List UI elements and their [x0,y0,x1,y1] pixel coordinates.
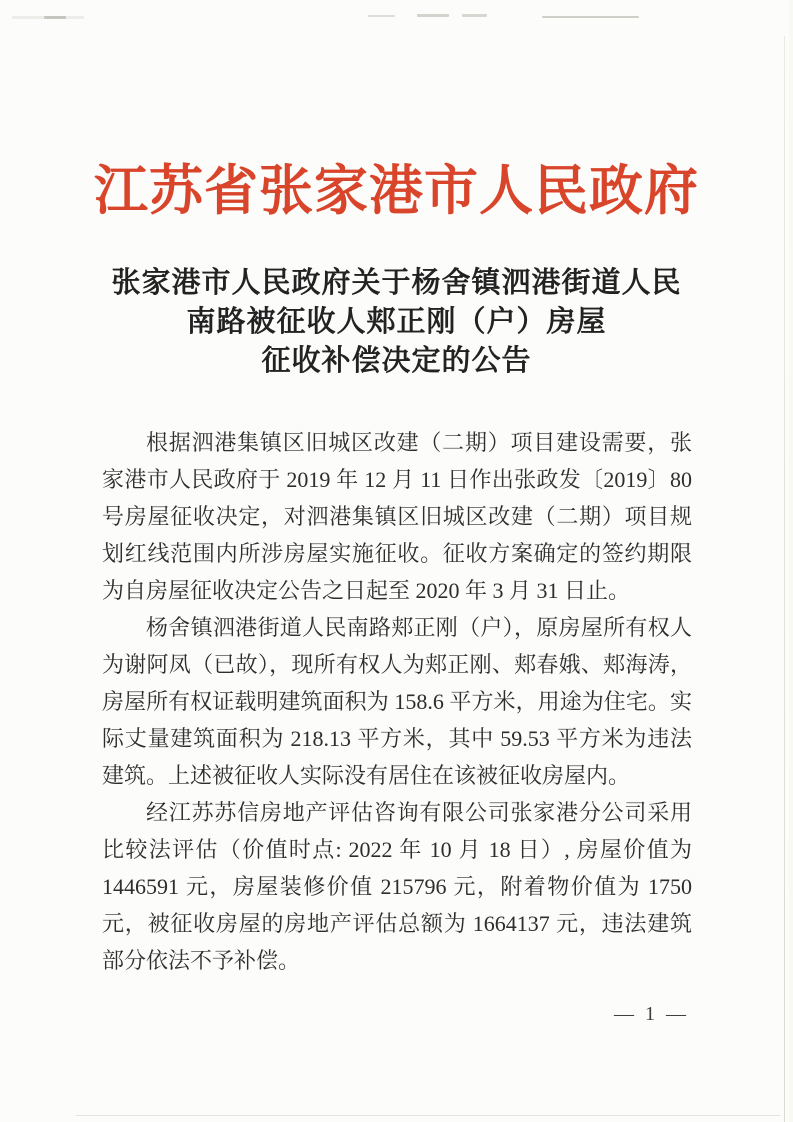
government-letterhead-title: 江苏省张家港市人民政府 [94,161,699,221]
scan-artifact [368,15,395,17]
scan-edge-bottom-line [76,1115,780,1116]
notice-title-line-3: 征收补偿决定的公告 [261,345,532,377]
scan-edge-right-tint [789,0,793,1122]
scan-artifact [542,16,639,18]
scan-artifact [44,16,66,19]
notice-body [102,424,692,979]
notice-title [0,264,793,381]
paragraph-valuation-amounts: 经江苏苏信房地产评估咨询有限公司张家港分公司采用比较法评估（价值时点: 2022 年 10 月 18 日）, 房屋价值为 1446591 元，房屋装修价值 215796 元，附着物价值为 1750 元，被征收房屋的房地产评估总额为 1664137 元，违法建筑部分依法不予补偿。 [102,800,692,973]
notice-title-line-2: 南路被征收人郏正刚（户）房屋 [186,306,607,338]
notice-title-line-1: 张家港市人民政府关于杨舍镇泗港街道人民 [111,267,682,299]
scan-artifact [417,14,449,17]
paragraph-expropriation-decision: 根据泗港集镇区旧城区改建（二期）项目建设需要，张家港市人民政府于 2019 年 12 月 11 日作出张政发〔2019〕80 号房屋征收决定，对泗港集镇区旧城区改建（二期）项目规划红线范围内所涉房屋实施征收。征收方案确定的签约期限为自房屋征收决定公告之日起至 2020 年 3 月 31 日止。 [102,430,692,603]
scan-edge-right-line [784,36,785,1122]
paragraph-property-ownership: 杨舍镇泗港街道人民南路郏正刚（户），原房屋所有权人为谢阿凤（已故），现所有权人为郏正刚、郏春娥、郏海涛，房屋所有权证载明建筑面积为 158.6 平方米，用途为住宅。实际丈量建筑面积为 218.13 平方米，其中 59.53 平方米为违法建筑。上述被征收人实际没有居住在该被征收房屋内。 [102,615,692,788]
page-number: — 1 — [614,1003,689,1025]
scan-artifact [462,14,487,17]
